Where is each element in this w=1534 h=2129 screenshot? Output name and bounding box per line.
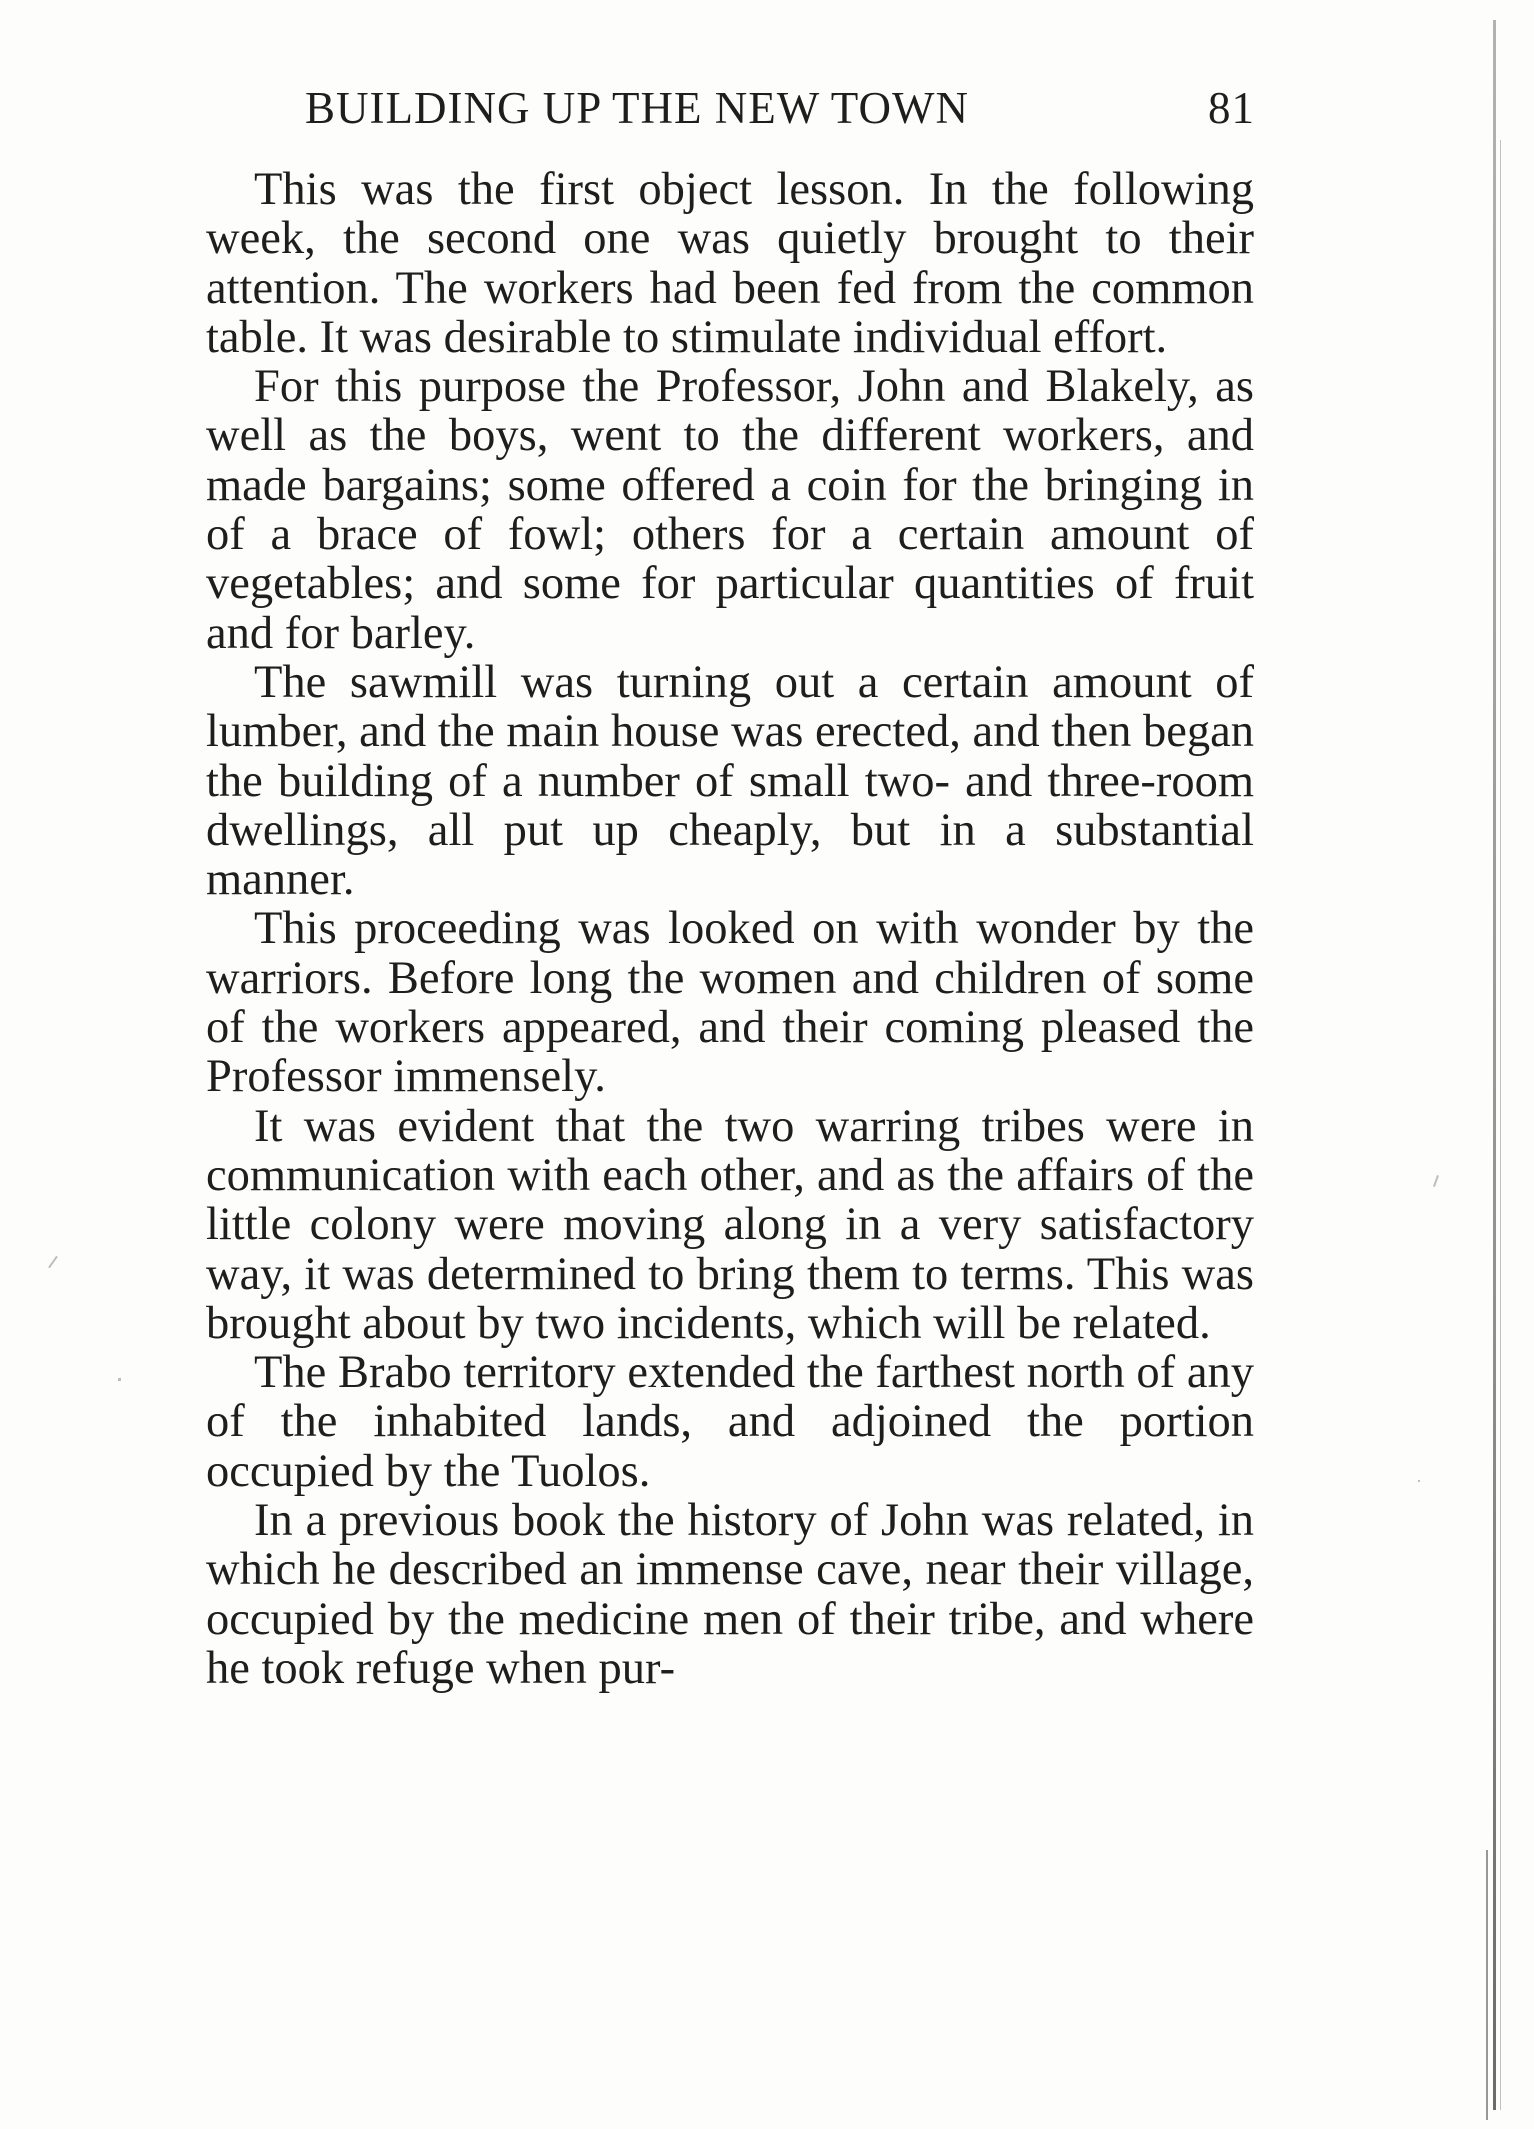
scan-speck (1418, 1480, 1420, 1482)
paragraph: The Brabo territory extended the farthest north of any of the inhabited lands, and adjoined the portion occupied by the Tuolos. (206, 1347, 1254, 1497)
page-number: 81 (1208, 83, 1255, 133)
paragraph: The sawmill was turning out a certain amount of lumber, and the main house was erected, and then began the building of a number of small two- and three-room dwellings, all put up cheaply, but in a substantial manner. (206, 656, 1254, 906)
body-text (206, 165, 1254, 1693)
page-edge-shadow (1486, 1850, 1488, 2120)
running-head (305, 82, 1255, 142)
paragraph: It was evident that the two warring tribes were in communication with each other, and as the affairs of the little colony were moving along in a very satisfactory way, it was determined to bring them to terms. This was brought about by two incidents, which will be related. (206, 1100, 1254, 1349)
paragraph: This proceeding was looked on with wonder by the warriors. Before long the women and children of some of the workers appeared, and their coming pleased the Professor immensely. (206, 903, 1254, 1103)
paragraph: For this purpose the Professor, John and Blakely, as well as the boys, went to the different workers, and made bargains; some offered a coin for the bringing in of a brace of fowl; others for a certain amount of vegetables; and some for particular quantities of fruit and for barley. (206, 361, 1254, 659)
scan-speck (118, 1378, 121, 1381)
scan-speck (48, 1256, 58, 1269)
page-edge-line (1500, 140, 1501, 2110)
running-head-title: BUILDING UP THE NEW TOWN (305, 83, 969, 133)
paragraph: This was the first object lesson. In the following week, the second one was quietly brought to their attention. The workers had been fed from the common table. It was desirable to stimulate individual effort. (206, 164, 1254, 363)
page-edge-line (1493, 20, 1496, 2110)
paragraph: In a previous book the history of John was related, in which he described an immense cave, near their village, occupied by the medicine men of their tribe, and where he took refuge when pur- (206, 1495, 1254, 1694)
scan-speck (1433, 1175, 1439, 1187)
